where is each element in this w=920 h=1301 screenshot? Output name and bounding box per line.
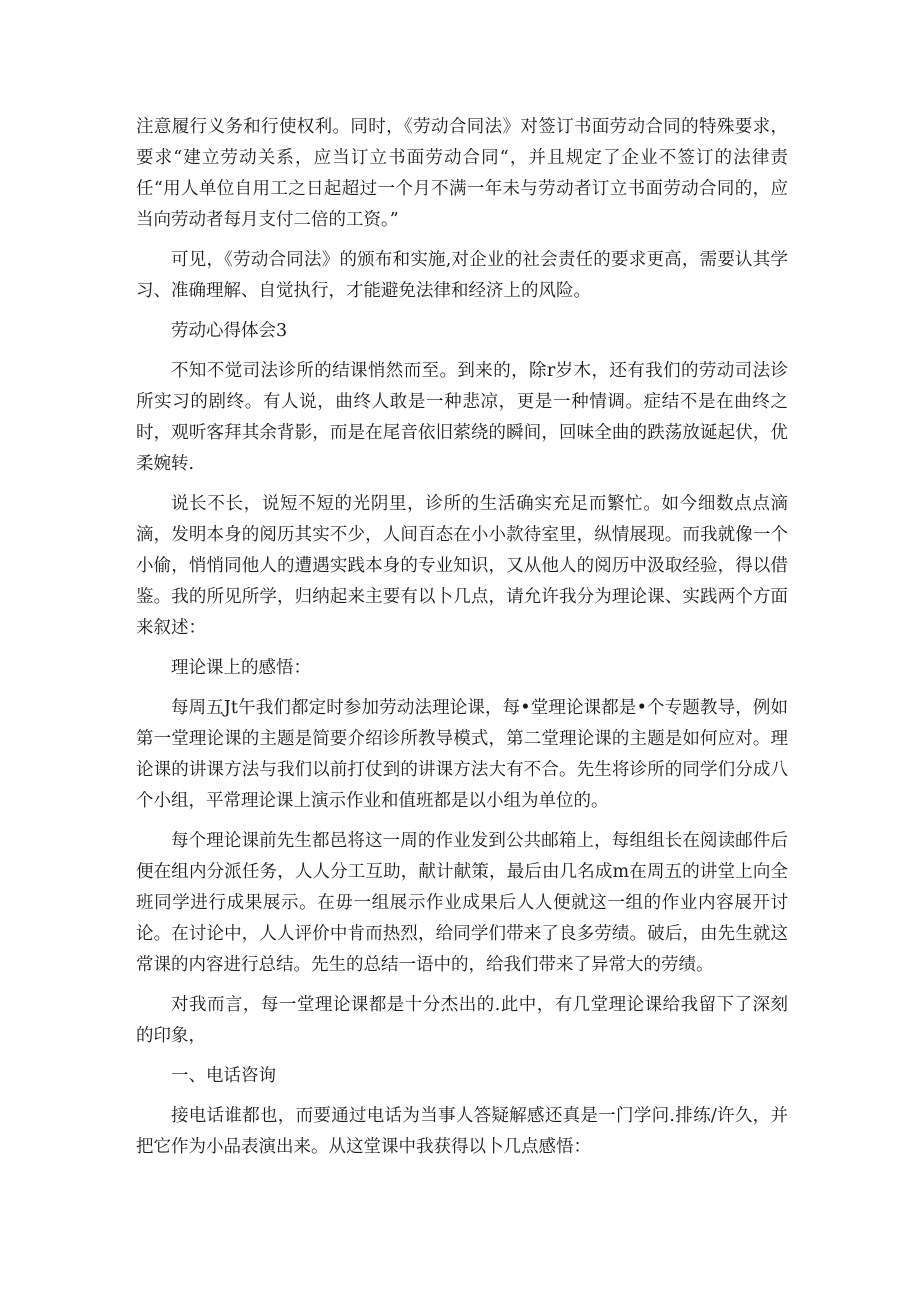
section-heading-3: 劳动心得体会3 [171,321,288,341]
paragraph-7: 每周五Jt午我们都定时参加劳动法理论课，每•堂理论课都是•个专题教导，例如第一堂理论课的主题是简要介绍诊所教导模式，第二堂理论课的主题是如何应对。理论课的讲课方法与我们以前打仗到的讲课方法大有不合。先生将诊所的同学们分成八个小组，平常理论课上演示作业和值班都是以小组为单位的。 [136,698,788,811]
subheading-theory: 理论课上的感悟： [171,658,311,678]
paragraph-1: 注意履行义务和行使权利。同时，《劳动合同法》对签订书面劳动合同的特殊要求，要求“建立劳动关系，应当订立书面劳动合同“，并且规定了企业不签订的法律责任“用人单位自用工之日起超过一个月不满一年未与劳动者订立书面劳动合同的，应当向劳动者每月支付二倍的工资。” [136,117,788,230]
paragraph-8: 每个理论课前先生都邑将这一周的作业发到公共邮箱上，每组组长在阅读邮件后便在组内分派任务，人人分工互助，献计献策，最后由几名成m在周五的讲堂上向全班同学进行成果展示。在毋一组展示作业成果后人人便就这一组的作业内容展开讨论。在讨论中，人人评价中肯而热烈，给同学们带来了良多劳绩。破后，由先生就这常课的内容进行总结。先生的总结一语中的，给我们带来了异常大的劳绩。 [136,831,788,975]
subheading-phone-consult: 一、电话咨询 [171,1066,276,1086]
document-body [136,112,788,1172]
paragraph-4: 不知不觉司法诊所的结课悄然而至。到来的，除r岁木，还有我们的劳动司法诊所实习的剧终。有人说，曲终人敢是一种悲凉，更是一种情调。症结不是在曲终之时，观听客拜其余背影，而是在尾音依旧萦绕的瞬间，回味全曲的跌荡放诞起伏，优柔婉转. [136,361,788,474]
paragraph-11: 接电话谁都也，而要通过电话为当事人答疑解感还真是一门学问.排练/许久，并把它作为小品表演出来。从这堂课中我获得以卜几点感悟： [136,1106,788,1157]
paragraph-9: 对我而言，每一堂理论课都是十分杰出的.此中，有几堂理论课给我留下了深刻的印象， [136,995,788,1046]
paragraph-5: 说长不长，说短不短的光阴里，诊所的生活确实充足而繁忙。如今细数点点滴滴，发明本身的阅历其实不少，人间百态在小小款待室里，纵情展现。而我就像一个小偷，悄悄同他人的遭遇实践本身的专业知识，又从他人的阅历中汲取经验，得以借鉴。我的所见所学，归纳起来主要有以卜几点，请允许我分为理论课、实践两个方面来叙述： [136,494,788,638]
paragraph-2: 可见，《劳动合同法》的颁布和实施,对企业的社会责任的要求更高，需要认其学习、准确理解、自觉执行，才能避免法律和经济上的风险。 [136,250,788,301]
